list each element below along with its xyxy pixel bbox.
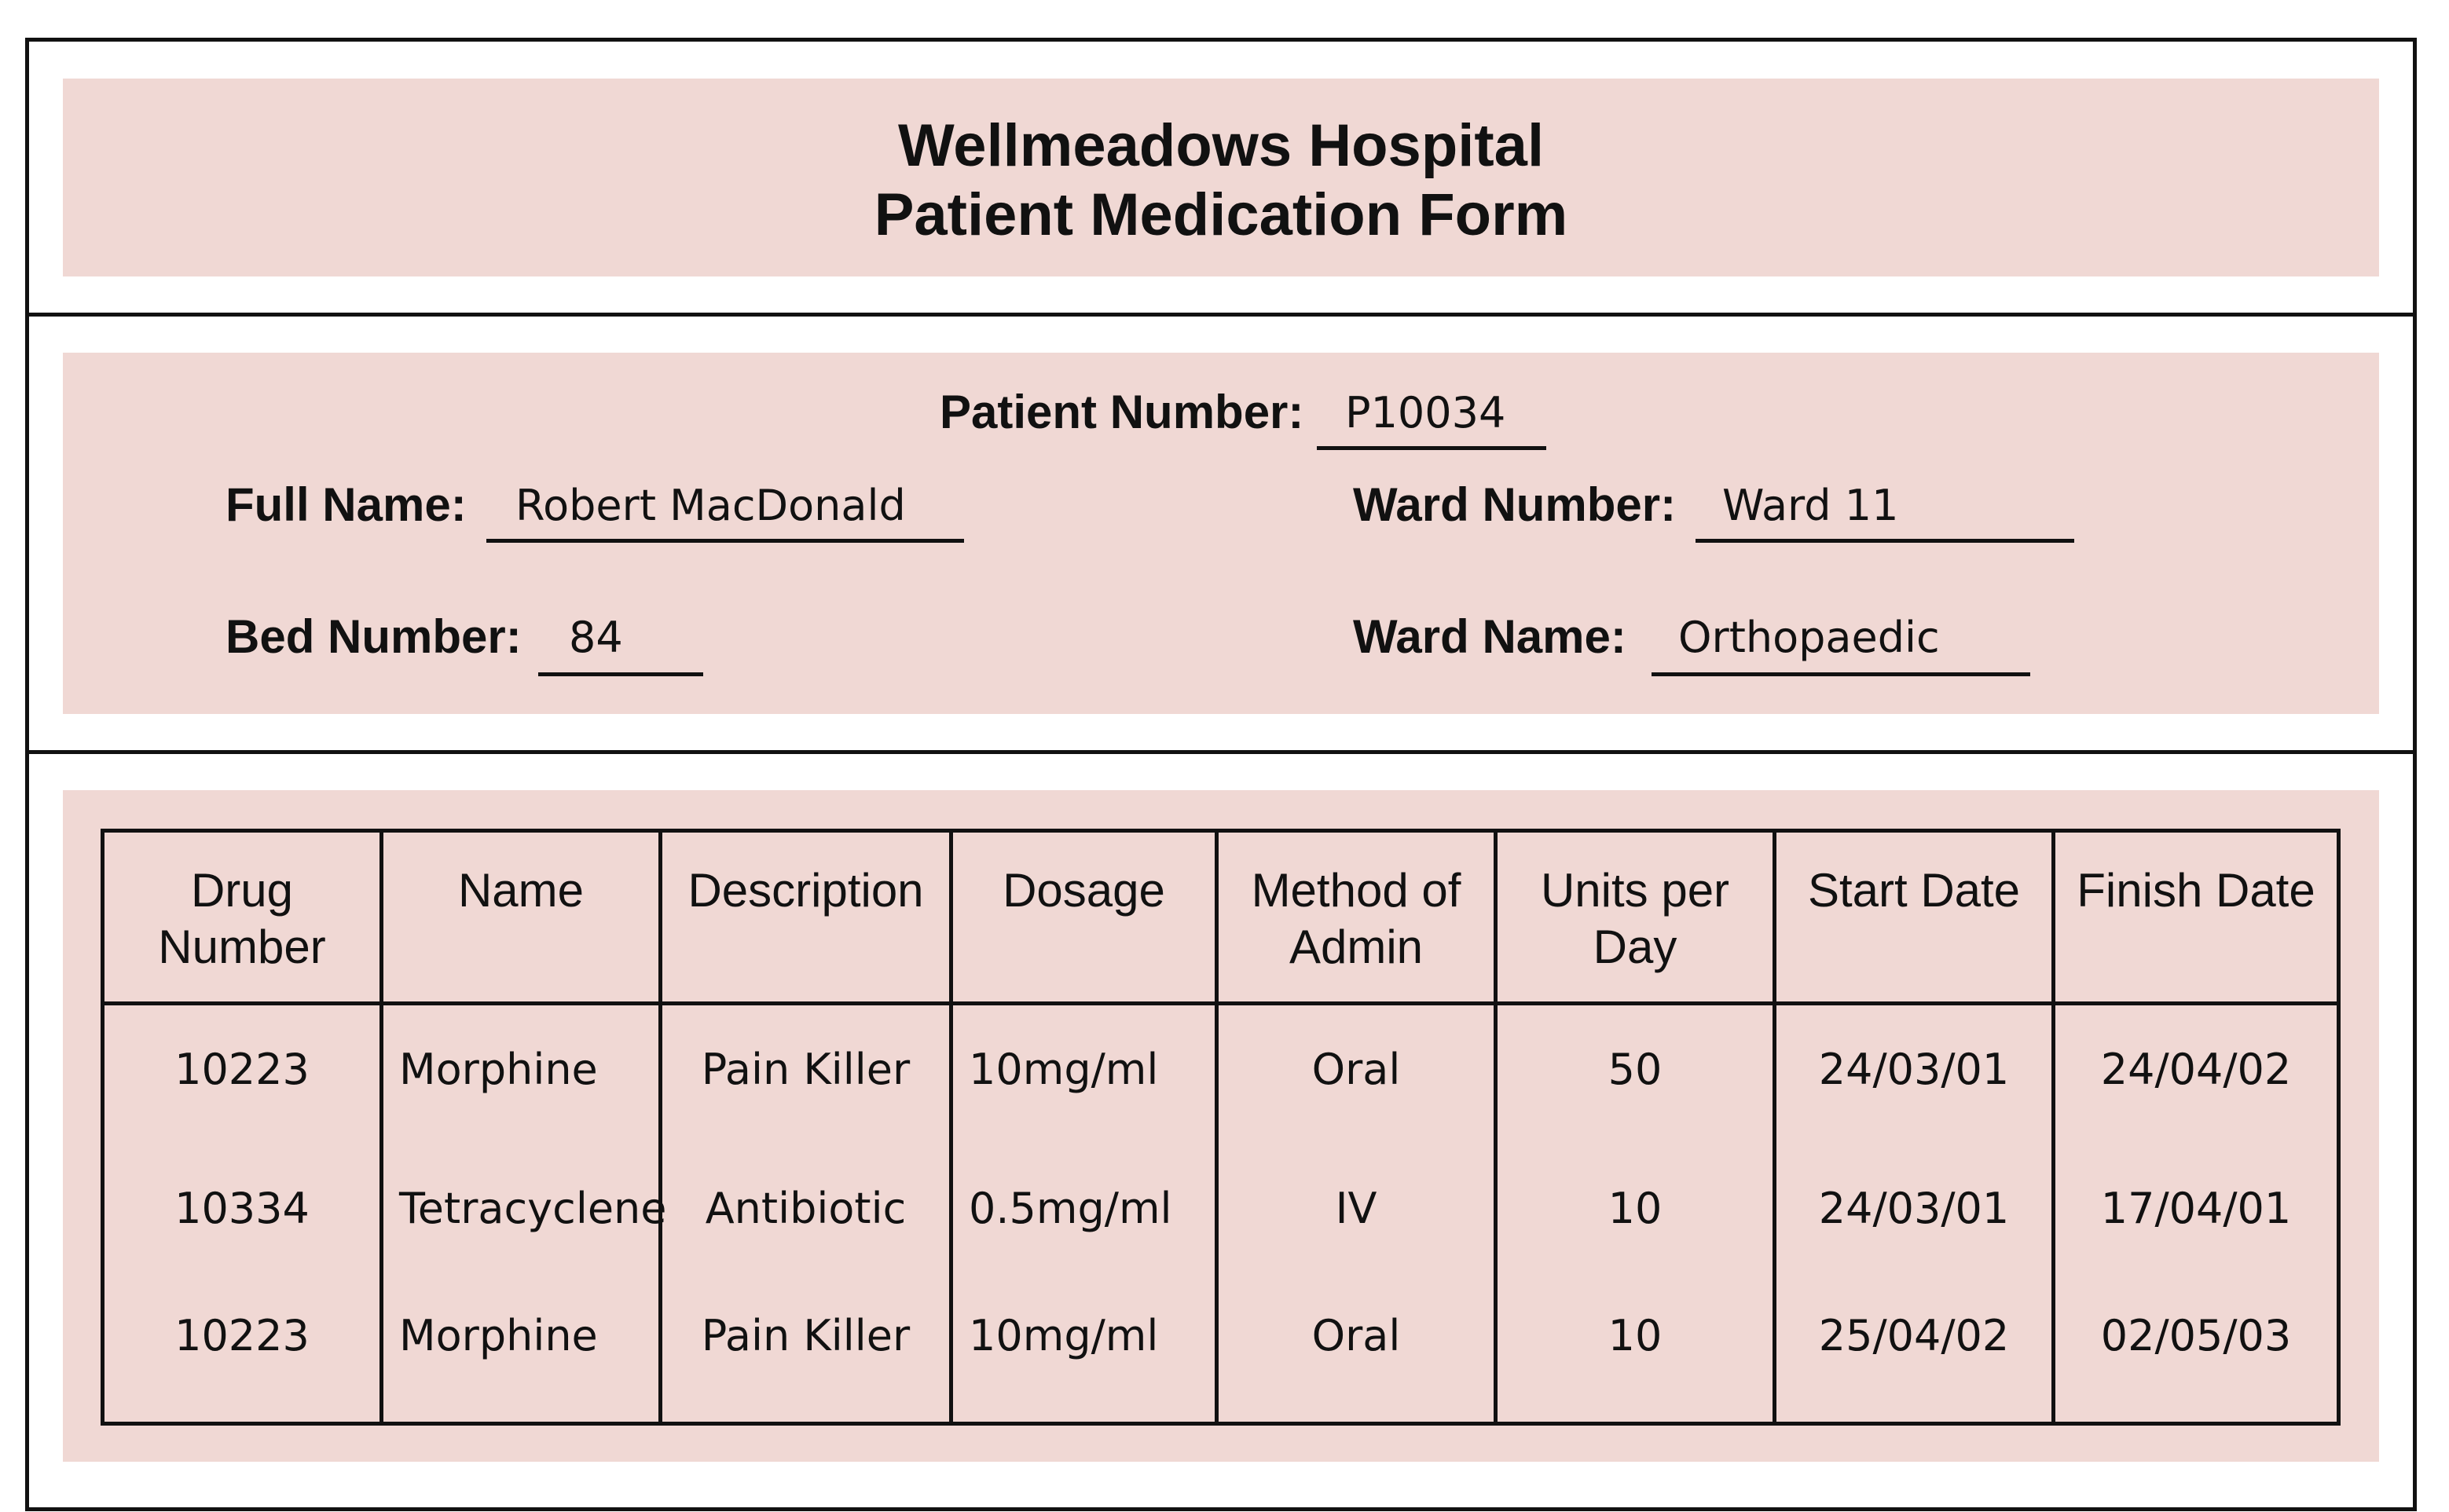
column-header-dosage: Dosage [951, 831, 1217, 1004]
full-name-label: Full Name: [225, 478, 467, 531]
ward-number-label: Ward Number: [1353, 478, 1677, 531]
finish-date-cell: 17/04/01 [2054, 1166, 2339, 1294]
units-cell: 50 [1496, 1004, 1775, 1167]
medication-table [101, 829, 2341, 1426]
drug-number-cell: 10334 [103, 1166, 382, 1294]
patient-number-label: Patient Number: [940, 386, 1304, 438]
ward-number-value[interactable]: Ward 11 [1722, 481, 1899, 530]
units-cell: 10 [1496, 1166, 1775, 1294]
bed-number-value[interactable]: 84 [569, 613, 623, 662]
dosage-cell: 0.5mg/ml [951, 1166, 1217, 1294]
bed-number-label: Bed Number: [225, 610, 522, 663]
table-row-empty [103, 1421, 2339, 1424]
drug-number-cell: 10223 [103, 1294, 382, 1421]
ward-name-value[interactable]: Orthopaedic [1678, 613, 1940, 662]
description-cell: Antibiotic [661, 1166, 951, 1294]
start-date-cell: 24/03/01 [1775, 1166, 2054, 1294]
drug-number-cell: 10223 [103, 1004, 382, 1167]
full-name-underline [486, 539, 964, 543]
column-header-name: Name [382, 831, 661, 1004]
column-header-units-per-day: Units per Day [1496, 831, 1775, 1004]
header-panel [63, 79, 2379, 276]
description-cell: Pain Killer [661, 1004, 951, 1167]
ward-name-underline [1652, 672, 2030, 676]
method-cell: Oral [1217, 1294, 1496, 1421]
start-date-cell: 24/03/01 [1775, 1004, 2054, 1167]
units-cell: 10 [1496, 1294, 1775, 1421]
patient-number-underline [1317, 446, 1546, 450]
column-header-description: Description [661, 831, 951, 1004]
table-row [103, 1166, 2339, 1294]
finish-date-cell: 02/05/03 [2054, 1294, 2339, 1421]
dosage-cell: 10mg/ml [951, 1004, 1217, 1167]
table-row [103, 1004, 2339, 1167]
table-row [103, 1294, 2339, 1421]
method-cell: Oral [1217, 1004, 1496, 1167]
column-header-drug-number: Drug Number [103, 831, 382, 1004]
ward-name-label: Ward Name: [1353, 610, 1626, 663]
column-header-method-of-admin: Method of Admin [1217, 831, 1496, 1004]
full-name-value[interactable]: Robert MacDonald [515, 481, 906, 530]
start-date-cell: 25/04/02 [1775, 1294, 2054, 1421]
drug-name-cell: Tetracyclene [382, 1166, 661, 1294]
section-divider [25, 313, 2417, 317]
bed-number-underline [538, 672, 703, 676]
drug-name-cell: Morphine [382, 1004, 661, 1167]
column-header-start-date: Start Date [1775, 831, 2054, 1004]
hospital-name: Wellmeadows Hospital [897, 112, 1545, 179]
dosage-cell: 10mg/ml [951, 1294, 1217, 1421]
method-cell: IV [1217, 1166, 1496, 1294]
table-header-row [103, 831, 2339, 1004]
drug-name-cell: Morphine [382, 1294, 661, 1421]
patient-number-value[interactable]: P10034 [1345, 388, 1506, 437]
finish-date-cell: 24/04/02 [2054, 1004, 2339, 1167]
form-title: Patient Medication Form [874, 181, 1568, 248]
section-divider [25, 750, 2417, 754]
column-header-finish-date: Finish Date [2054, 831, 2339, 1004]
description-cell: Pain Killer [661, 1294, 951, 1421]
ward-number-underline [1696, 539, 2074, 543]
